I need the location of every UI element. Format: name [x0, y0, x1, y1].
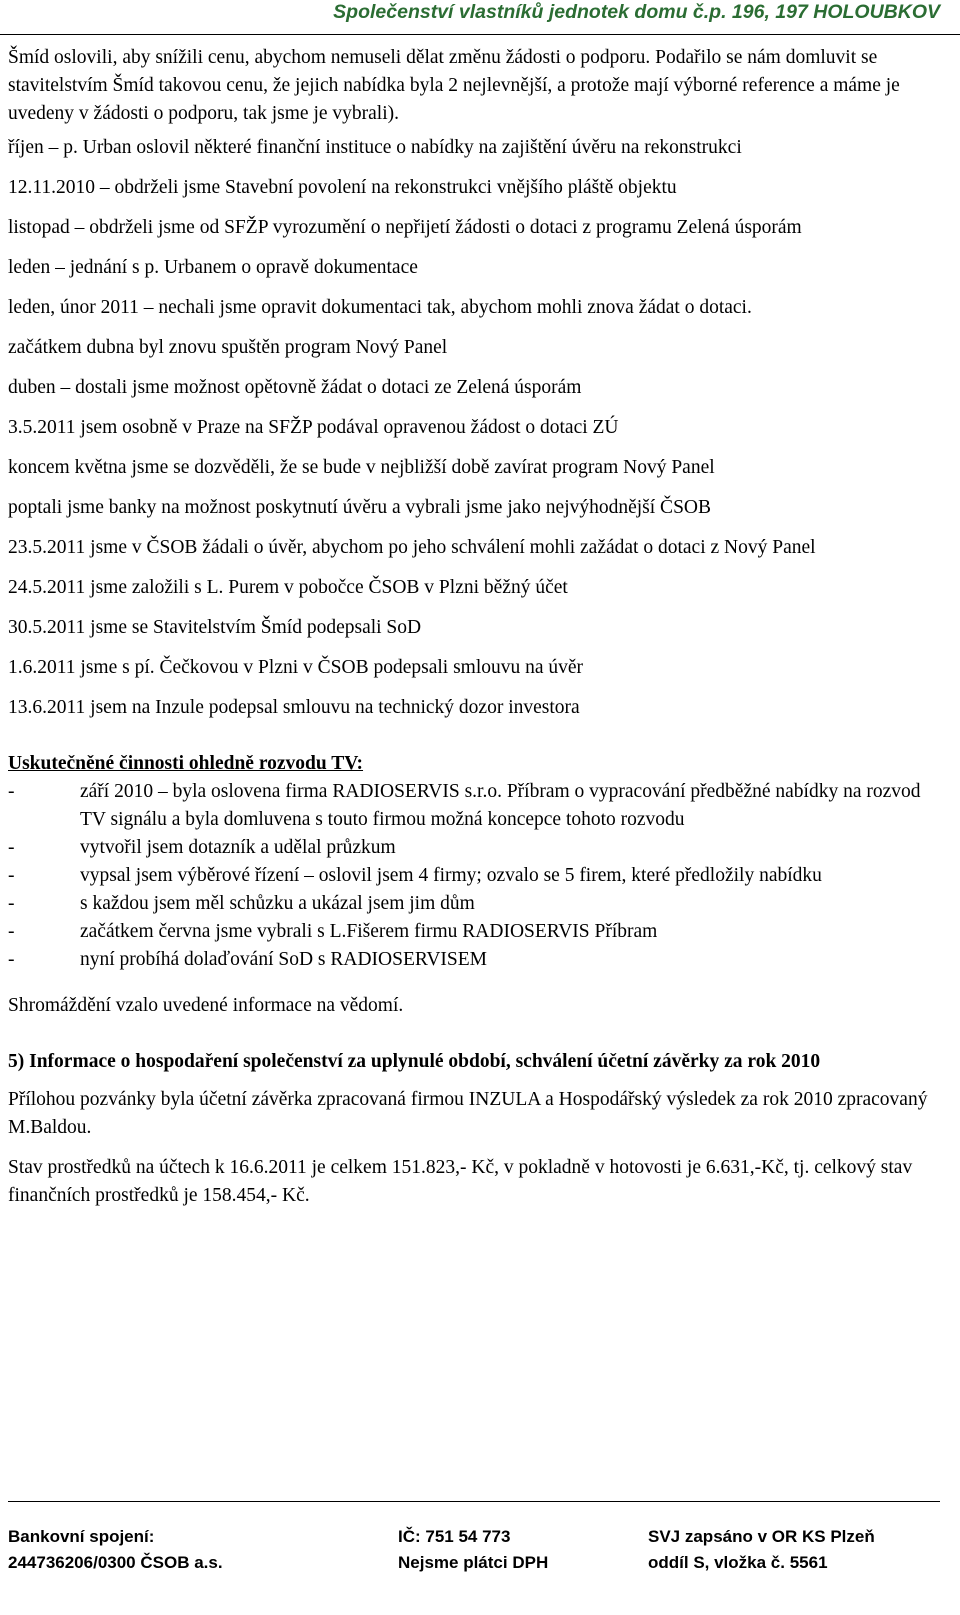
timeline-entry: leden – jednání s p. Urbanem o opravě dokumentace: [8, 257, 418, 278]
tv-section-heading: Uskutečněné činnosti ohledně rozvodu TV:: [8, 753, 364, 774]
list-item-text: začátkem června jsme vybrali s L.Fišerem firmu RADIOSERVIS Příbram: [80, 921, 658, 942]
document-body: [8, 44, 938, 1210]
list-item-text: září 2010 – byla oslovena firma RADIOSERVIS s.r.o. Příbram o vypracování předběžné nabídky na rozvod TV signálu a byla domluvena s touto firmou možná koncepce tohoto rozvodu: [80, 781, 921, 830]
section-5-paragraph: Přílohou pozvánky byla účetní závěrka zpracovaná firmou INZULA a Hospodářský výsledek za rok 2010 zpracovaný M.Baldou.: [8, 1089, 928, 1138]
timeline-entry: říjen – p. Urban oslovil některé finanční instituce o nabídky na zajištění úvěru na rekonstrukci: [8, 137, 742, 158]
company-id: IČ: 751 54 773: [398, 1527, 511, 1546]
list-item-text: vypsal jsem výběrové řízení – oslovil jsem 4 firmy; ozvalo se 5 firem, které předložily nabídku: [80, 865, 822, 886]
timeline: [8, 134, 938, 722]
vat-status: Nejsme plátci DPH: [398, 1553, 549, 1572]
footer-tax-info: [398, 1524, 548, 1576]
timeline-entry: 30.5.2011 jsme se Stavitelstvím Šmíd podepsali SoD: [8, 617, 422, 638]
timeline-entry: leden, únor 2011 – nechali jsme opravit dokumentaci tak, abychom mohli znova žádat o dotaci.: [8, 297, 752, 318]
footer-registry-info: [648, 1524, 875, 1576]
timeline-entry: poptali jsme banky na možnost poskytnutí úvěru a vybrali jsme jako nejvýhodnější ČSOB: [8, 497, 711, 518]
list-item-text: nyní probíhá dolaďování SoD s RADIOSERVISEM: [80, 949, 487, 970]
registry-detail: oddíl S, vložka č. 5561: [648, 1553, 828, 1572]
timeline-entry: 3.5.2011 jsem osobně v Praze na SFŽP podával opravenou žádost o dotaci ZÚ: [8, 417, 619, 438]
list-item: [8, 834, 938, 862]
bank-account: 244736206/0300 ČSOB a.s.: [8, 1553, 223, 1572]
list-item: [8, 778, 938, 834]
tv-conclusion: Shromáždění vzalo uvedené informace na vědomí.: [8, 995, 404, 1016]
list-item-text: s každou jsem měl schůzku a ukázal jsem jim dům: [80, 893, 475, 914]
registry-court: SVJ zapsáno v OR KS Plzeň: [648, 1527, 875, 1546]
list-item: [8, 946, 938, 974]
dash-bullet: -: [8, 781, 15, 802]
timeline-entry: 13.6.2011 jsem na Inzule podepsal smlouvu na technický dozor investora: [8, 697, 580, 718]
dash-bullet: -: [8, 921, 15, 942]
timeline-entry: 24.5.2011 jsme založili s L. Purem v pobočce ČSOB v Plzni běžný účet: [8, 577, 568, 598]
timeline-entry: 1.6.2011 jsme s pí. Čečkovou v Plzni v ČSOB podepsali smlouvu na úvěr: [8, 657, 584, 678]
dash-bullet: -: [8, 893, 15, 914]
section-5-balance-paragraph: Stav prostředků na účtech k 16.6.2011 je celkem 151.823,- Kč, v pokladně v hotovosti je 6.631,-Kč, tj. celkový stav finančních prostředků je 158.454,- Kč.: [8, 1157, 913, 1206]
list-item: [8, 890, 938, 918]
dash-bullet: -: [8, 865, 15, 886]
section-5-heading: 5) Informace o hospodaření společenství za uplynulé období, schválení účetní závěrky za rok 2010: [8, 1051, 821, 1072]
page-header: [0, 0, 960, 35]
dash-bullet: -: [8, 837, 15, 858]
page-footer: [8, 1501, 940, 1572]
timeline-entry: duben – dostali jsme možnost opětovně žádat o dotaci ze Zelená úsporám: [8, 377, 582, 398]
timeline-entry: 12.11.2010 – obdrželi jsme Stavební povolení na rekonstrukci vnějšího pláště objektu: [8, 177, 677, 198]
timeline-entry: koncem května jsme se dozvěděli, že se bude v nejbližší době zavírat program Nový Panel: [8, 457, 715, 478]
list-item-text: vytvořil jsem dotazník a udělal průzkum: [80, 837, 396, 858]
timeline-entry: listopad – obdrželi jsme od SFŽP vyrozumění o nepřijetí žádosti o dotaci z programu Zelená úsporám: [8, 217, 802, 238]
timeline-entry: začátkem dubna byl znovu spuštěn program Nový Panel: [8, 337, 448, 358]
footer-bank-info: [8, 1524, 223, 1576]
bank-label: Bankovní spojení:: [8, 1527, 155, 1546]
header-title: Společenství vlastníků jednotek domu č.p. 196, 197 HOLOUBKOV: [333, 1, 940, 23]
tv-activities-list: [8, 778, 938, 974]
dash-bullet: -: [8, 949, 15, 970]
intro-paragraph: Šmíd oslovili, aby snížili cenu, abychom nemuseli dělat změnu žádosti o podporu. Podařilo se nám domluvit se stavitelstvím Šmíd takovou cenu, že jejich nabídka byla 2 nejlevnější, a protože mají výborné reference a máme je uvedeny v žádosti o podporu, tak jsme je vybrali).: [8, 47, 900, 124]
timeline-entry: 23.5.2011 jsme v ČSOB žádali o úvěr, abychom po jeho schválení mohli zažádat o dotaci z Nový Panel: [8, 537, 816, 558]
list-item: [8, 862, 938, 890]
list-item: [8, 918, 938, 946]
